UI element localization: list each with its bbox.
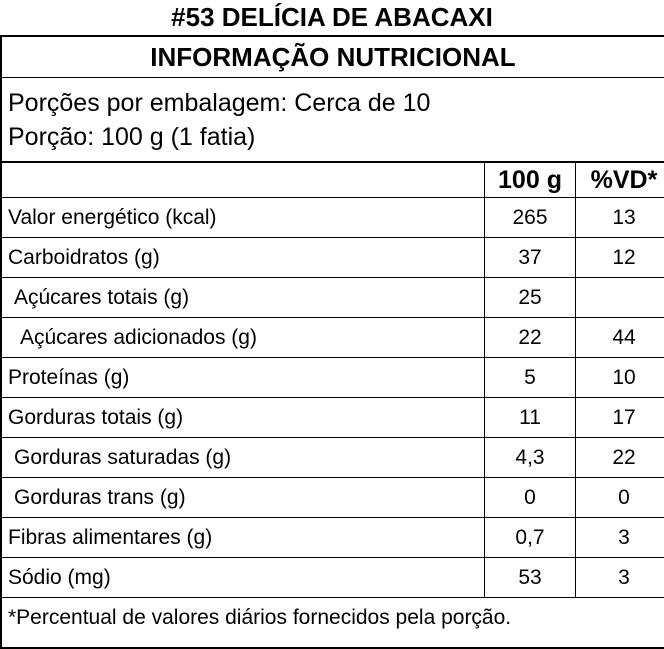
table-row xyxy=(2,318,664,358)
table-row xyxy=(2,198,664,238)
nutrient-name: Açúcares totais (g) xyxy=(2,278,485,318)
nutrient-vd: 17 xyxy=(576,398,664,438)
nutrient-vd xyxy=(576,278,664,318)
nutrient-name: Fibras alimentares (g) xyxy=(2,518,485,558)
nutrient-vd: 0 xyxy=(576,478,664,518)
nutrient-value: 25 xyxy=(485,278,576,318)
column-header-nutrient xyxy=(2,163,485,198)
nutrient-value: 11 xyxy=(485,398,576,438)
portions-per-package: Porções por embalagem: Cerca de 10 xyxy=(8,86,664,120)
nutrition-table xyxy=(2,163,664,598)
nutrient-vd: 12 xyxy=(576,238,664,278)
portion-size: Porção: 100 g (1 fatia) xyxy=(8,120,664,154)
table-row xyxy=(2,438,664,478)
nutrient-value: 22 xyxy=(485,318,576,358)
nutrient-name: Gorduras totais (g) xyxy=(2,398,485,438)
nutrient-vd: 10 xyxy=(576,358,664,398)
product-title: #53 DELÍCIA DE ABACAXI xyxy=(0,0,664,34)
nutrient-vd: 13 xyxy=(576,198,664,238)
nutrient-vd: 22 xyxy=(576,438,664,478)
table-row xyxy=(2,398,664,438)
footnote: *Percentual de valores diários fornecidos pela porção. xyxy=(2,598,664,638)
table-row xyxy=(2,278,664,318)
nutrient-vd: 3 xyxy=(576,558,664,598)
table-row xyxy=(2,238,664,278)
nutrient-name: Proteínas (g) xyxy=(2,358,485,398)
label-heading: INFORMAÇÃO NUTRICIONAL xyxy=(2,37,664,78)
table-row xyxy=(2,478,664,518)
column-header-per-100g: 100 g xyxy=(485,163,576,198)
table-row xyxy=(2,518,664,558)
portion-info xyxy=(2,78,664,163)
column-header-vd: %VD* xyxy=(576,163,664,198)
nutrient-vd: 44 xyxy=(576,318,664,358)
nutrient-vd: 3 xyxy=(576,518,664,558)
table-header-row xyxy=(2,163,664,198)
nutrient-value: 5 xyxy=(485,358,576,398)
nutrient-name: Gorduras saturadas (g) xyxy=(2,438,485,478)
nutrient-value: 4,3 xyxy=(485,438,576,478)
nutrient-name: Açúcares adicionados (g) xyxy=(2,318,485,358)
table-row xyxy=(2,558,664,598)
nutrient-name: Gorduras trans (g) xyxy=(2,478,485,518)
nutrient-value: 37 xyxy=(485,238,576,278)
nutrient-name: Valor energético (kcal) xyxy=(2,198,485,238)
nutrient-name: Carboidratos (g) xyxy=(2,238,485,278)
nutrient-name: Sódio (mg) xyxy=(2,558,485,598)
nutrient-value: 53 xyxy=(485,558,576,598)
nutrition-label xyxy=(0,35,664,649)
nutrient-value: 265 xyxy=(485,198,576,238)
table-row xyxy=(2,358,664,398)
nutrient-value: 0,7 xyxy=(485,518,576,558)
nutrient-value: 0 xyxy=(485,478,576,518)
